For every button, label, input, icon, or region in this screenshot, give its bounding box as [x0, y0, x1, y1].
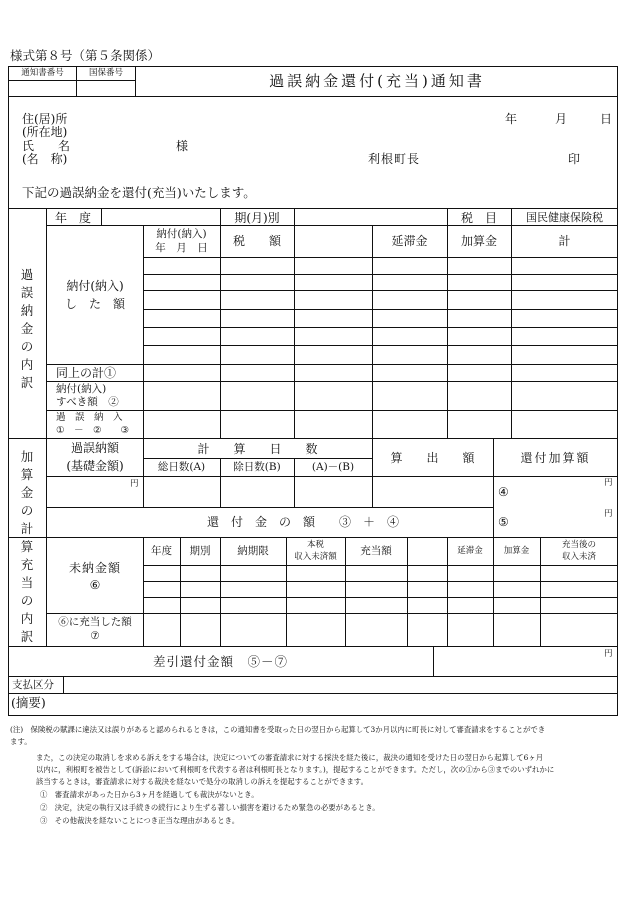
unpaid-number: ⑥: [89, 578, 101, 592]
refund-surcharge-label: 還付加算額: [520, 451, 591, 465]
seal-mark: 印: [568, 152, 581, 166]
corp-name-label: (名 称): [22, 152, 68, 166]
date-year: 年: [505, 112, 518, 126]
col-principal-2: 収入未済額: [294, 552, 337, 562]
fiscal-year-label: 年 度: [55, 211, 92, 225]
diff-days-label: (A)－(B): [311, 461, 355, 473]
unpaid-label: 未納金額: [68, 561, 121, 575]
col-surcharge: 加算金: [503, 546, 530, 556]
paid-amount-label-2: し た 額: [64, 297, 125, 311]
insurance-number-field[interactable]: [77, 81, 134, 95]
base-label-2: (基礎金額): [66, 459, 124, 473]
allocation-section-label: 充当の内訳: [20, 557, 34, 644]
late-fee-header: 延滞金: [391, 234, 428, 248]
tax-amount-header: 税 額: [232, 234, 281, 248]
insurance-number-label: 国保番号: [88, 68, 123, 78]
circle-4: ④: [498, 485, 509, 499]
note-line: ② 決定，決定の執行又は手続きの続行により生ずる著しい損害を避けるため緊急の必要があるとき。: [40, 803, 380, 812]
col-principal: 本税: [306, 540, 324, 550]
net-refund-field[interactable]: [434, 647, 617, 675]
form-number: 様式第８号（第５条関係）: [10, 48, 161, 63]
yen-unit: 円: [604, 509, 613, 519]
total-days-label: 総日数(A): [157, 461, 206, 473]
col-term: 期別: [189, 545, 211, 557]
note-line: ① 審査請求があった日から3ヶ月を経過しても裁決がないとき。: [40, 790, 259, 799]
payment-date-label: 納付(納入): [156, 228, 207, 240]
intro-text: 下記の過誤納金を還付(充当)いたします。: [22, 185, 256, 200]
col-late: 延滞金: [457, 546, 483, 556]
paid-amount-label: 納付(納入): [66, 279, 124, 293]
excluded-days-label: 除日数(B): [233, 461, 281, 473]
yen-unit: 円: [604, 478, 613, 488]
col-after-2: 収入未済: [561, 552, 596, 562]
page-title: 過誤納金還付(充当)通知書: [269, 72, 485, 90]
note-line: また，この決定の取消しを求める訴えをする場合は，決定についての審査請求に対する採決を経た後に，裁決の通知を受けた日の翌日から起算して6ヶ月: [36, 753, 544, 762]
col-applied: 充当額: [360, 545, 392, 557]
remarks-label: (摘要): [11, 695, 46, 710]
col-after: 充当後の: [561, 540, 596, 550]
overpaid-label: 過 誤 納 入: [56, 412, 123, 423]
applied-number: ⑦: [90, 630, 100, 642]
base-label: 過誤納額: [70, 441, 119, 455]
name-label: 氏 名: [22, 139, 71, 153]
surcharge-header: 加算金: [460, 234, 497, 248]
overpaid-label-2: ① － ② ③: [56, 425, 130, 436]
note-line: 以内に，利根町を被告として(訴訟において利根町を代表する者は利根町長となります。)，提起することができます。ただし，次の①から③までのいずれかに: [36, 765, 555, 774]
yen-unit: 円: [130, 479, 139, 489]
notice-number-field[interactable]: [9, 81, 75, 95]
calc-section-label: 加算金の計算: [20, 449, 34, 554]
days-calc-label: 計 算 日 数: [197, 442, 318, 456]
mayor-title: 利根町長: [368, 152, 421, 166]
applied-label: ⑥に充当した額: [58, 616, 132, 628]
due-amount-label-2: すべき額 ②: [56, 396, 119, 408]
subtotal-label: 同上の計①: [56, 366, 117, 380]
payment-class-label: 支払区分: [12, 679, 54, 691]
address-label: 住(居)所: [22, 112, 68, 126]
col-deadline: 納期限: [237, 545, 269, 557]
period-label: 期(月)別: [234, 211, 280, 225]
col-year: 年度: [151, 545, 172, 557]
note-line: ます。: [10, 737, 32, 746]
note-line: 該当するときは，審査請求に対する裁決を経ないで処分の取消しの訴えを提起することができます。: [36, 777, 368, 786]
refund-amount-label: 還 付 金 の 額 ③ ＋ ④: [206, 515, 399, 529]
notice-number-label: 通知書番号: [21, 68, 64, 78]
computed-label: 算 出 額: [390, 451, 475, 465]
payment-date-label-2: 年 月 日: [155, 242, 208, 254]
total-header: 計: [558, 234, 571, 248]
date-day: 日: [600, 112, 613, 126]
payment-class-field[interactable]: [64, 677, 617, 692]
tax-name: 国民健康保険税: [526, 211, 603, 224]
net-yen-unit: 円: [604, 649, 613, 659]
honorific: 様: [176, 139, 189, 153]
location-label: (所在地): [22, 125, 68, 139]
tax-item-label: 税 目: [460, 211, 497, 225]
note-line: (注) 保険税の賦課に違法又は誤りがあると認められるときは，この通知書を受取った日の翌日から起算して3か月以内に町長に対して審査請求をすることができ: [10, 725, 546, 734]
due-amount-label: 納付(納入): [56, 383, 107, 395]
net-refund-label: 差引還付金額 ⑤－⑦: [152, 654, 288, 669]
date-month: 月: [555, 112, 568, 126]
note-line: ③ その他裁決を経ないことにつき正当な理由があるとき。: [40, 816, 240, 825]
breakdown-section-label: 過誤納金の内訳: [20, 267, 34, 390]
circle-5: ⑤: [498, 515, 509, 529]
